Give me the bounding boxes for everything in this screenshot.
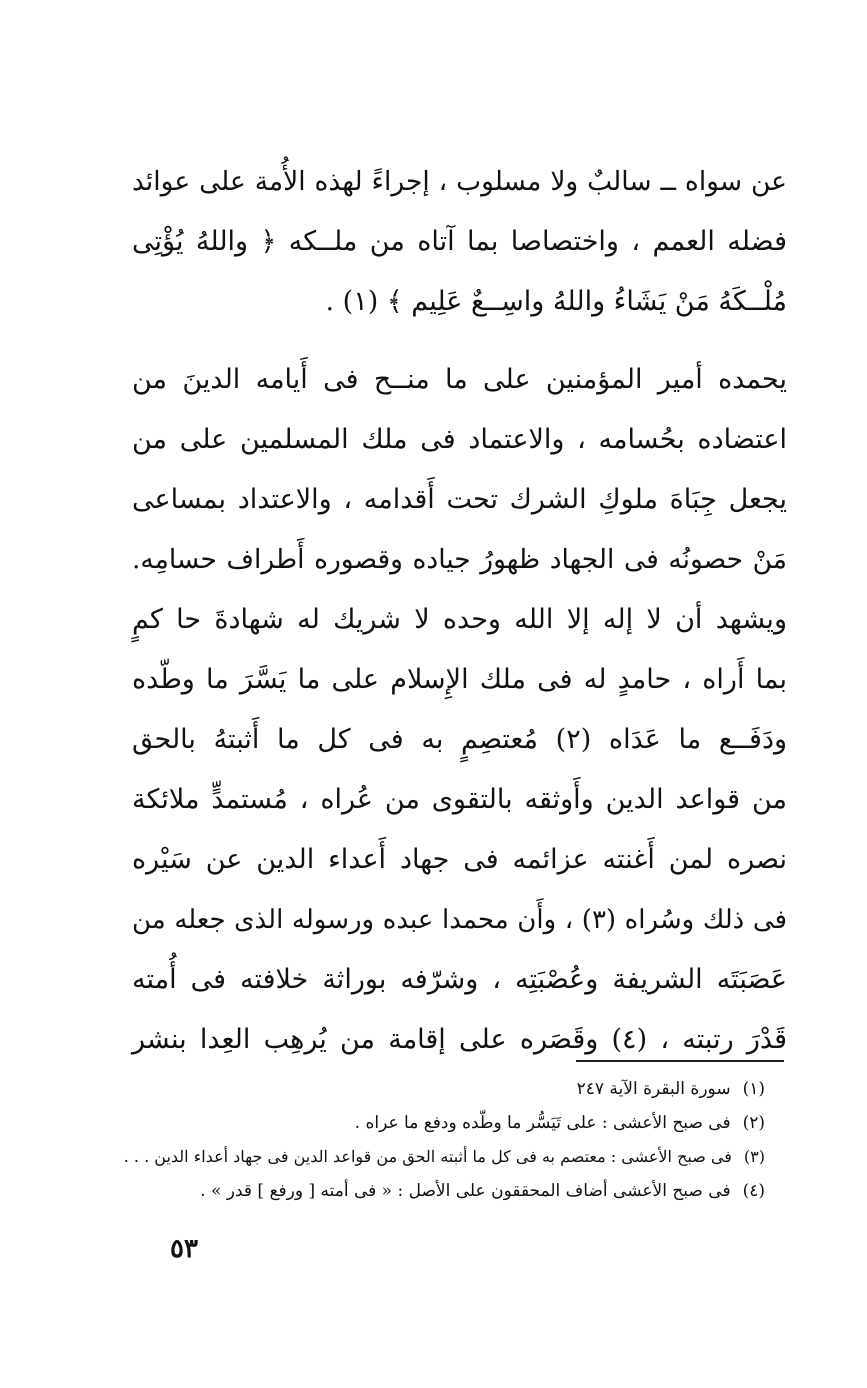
footnote xyxy=(110,1174,765,1208)
footnote xyxy=(110,1106,765,1140)
footnote-number: (١) xyxy=(742,1079,765,1099)
text-line: فى ذلك وسُراه (٣) ، وأَن محمدا عبده ورسوله الذى جعله من xyxy=(132,905,787,935)
text-line: ويشهد أن لا إله إلا الله وحده لا شريك له شهادةَ حا كمٍ xyxy=(132,604,787,635)
footnote-number: (٤) xyxy=(742,1181,765,1201)
footnotes xyxy=(110,1072,765,1208)
text-line: عن سواه ــ سالبٌ ولا مسلوب ، إجراءً لهذه الأُمة على عوائد xyxy=(132,166,787,197)
text-line: نصره لمن أَغنته عزائمه فى جهاد أَعداء الدين عن سَيْره xyxy=(132,844,787,875)
text-line: بما أَراه ، حامدٍ له فى ملك الإِسلام على ما يَسَّرَ ما وطّده xyxy=(132,664,787,695)
text-line: يحمده أمير المؤمنين على ما منــح فى أَيامه الدينَ من xyxy=(132,364,787,395)
footnote-text: فى صبح الأعشى : على تَيَسُّر ما وطّده ودفع ما عراه . xyxy=(354,1113,731,1133)
footnote-number: (٢) xyxy=(742,1113,765,1133)
footnote-text: سورة البقرة الآية ٢٤٧ xyxy=(576,1079,731,1099)
footnote-number: (٣) xyxy=(743,1147,765,1166)
text-line: اعتضاده بحُسامه ، والاعتماد فى ملك المسلمين على من xyxy=(132,424,787,455)
main-text xyxy=(132,152,787,1070)
footnote xyxy=(110,1140,765,1174)
footnote xyxy=(110,1072,765,1106)
text-line: قَدْرَ رتبته ، (٤) وقَصَره على إقامة من يُرهِب العِدا بنشر xyxy=(132,1024,787,1055)
footnote-separator xyxy=(576,1060,784,1062)
text-line: يجعل جِبَاهَ ملوكِ الشرك تحت أَقدامه ، والاعتداد بمساعى xyxy=(132,484,787,515)
footnote-text: فى صبح الأعشى : معتصم به فى كل ما أثبته الحق من قواعد الدين فى جهاد أعداء الدين . . . xyxy=(123,1147,732,1166)
text-line: عَصَبَتَه الشريفة وعُصْبَتِه ، وشرّفه بوراثة خلافته فى أُمته xyxy=(132,964,787,995)
footnote-text: فى صبح الأعشى أضاف المحققون على الأصل : « فى أمته [ ورفع ] قدر » . xyxy=(200,1181,731,1201)
text-line: مُلْــكَهُ مَنْ يَشَاءُ واللهُ واسِــعٌ عَلِيم ﴾ (١) . xyxy=(325,286,787,317)
text-line: من قواعد الدين وأَوثقه بالتقوى من عُراه ، مُستمدٍّ ملائكة xyxy=(132,784,787,815)
text-line: ودَفَــع ما عَدَاه (٢) مُعتصِمٍ به فى كل ما أَثبتهُ بالحق xyxy=(132,724,788,755)
text-line: فضله العمم ، واختصاصا بما آتاه من ملــكه ﴿ واللهُ يُؤْتِى xyxy=(132,226,787,257)
page-number: ٥٣ xyxy=(170,1234,198,1264)
text-line: مَنْ حصونُه فى الجهاد ظهورُ جياده وقصوره أَطراف حسامِه. xyxy=(132,544,787,575)
